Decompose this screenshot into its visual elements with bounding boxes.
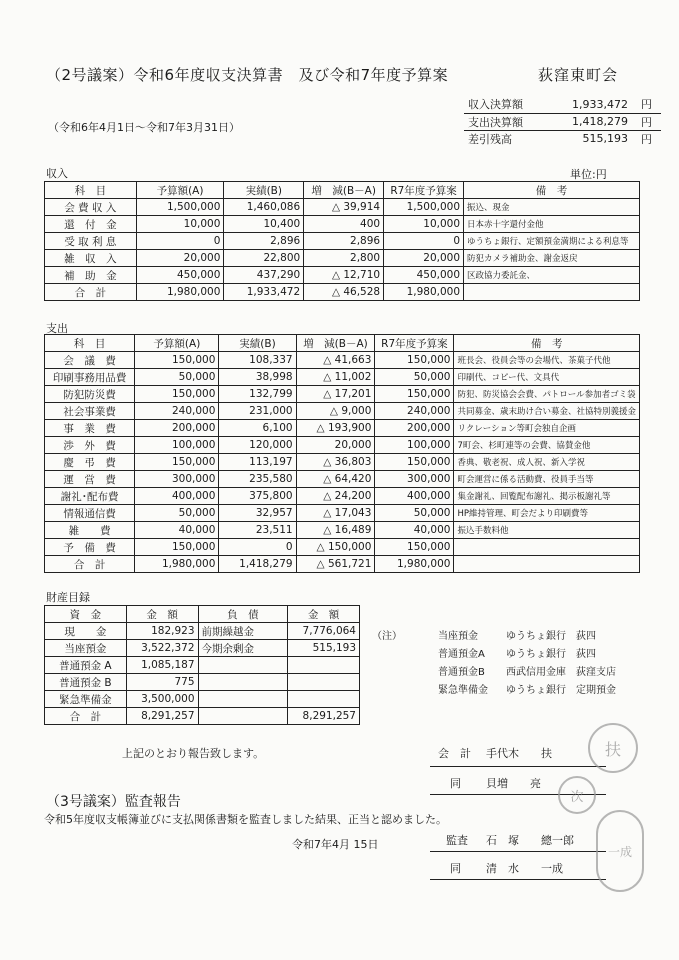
note-bank: 西武信用金庫 荻窪支店 bbox=[506, 667, 616, 678]
signature-role: 同 bbox=[450, 862, 461, 875]
table-cell: △ 41,663 bbox=[296, 352, 375, 369]
note-account: 普通預金B bbox=[438, 667, 485, 678]
table-cell: △ 36,803 bbox=[296, 454, 375, 471]
table-cell: 22,800 bbox=[224, 250, 304, 267]
table-cell: 2,896 bbox=[224, 233, 304, 250]
column-header: 金 額 bbox=[288, 606, 360, 623]
table-cell: 100,000 bbox=[135, 437, 219, 454]
column-header: 実績(B) bbox=[224, 182, 304, 199]
table-cell: 150,000 bbox=[135, 386, 219, 403]
table-row bbox=[45, 674, 360, 691]
table-row bbox=[45, 233, 640, 250]
table-cell: △ 12,710 bbox=[304, 267, 384, 284]
table-cell: 町会運営に係る活動費、役員手当等 bbox=[454, 471, 640, 488]
header-row bbox=[45, 182, 640, 199]
table-cell: 400,000 bbox=[135, 488, 219, 505]
summary-value: 1,933,472 bbox=[572, 97, 628, 111]
table-cell: 普通預金 A bbox=[45, 657, 127, 674]
document-title: （2号議案）令和6年度収支決算書 及び令和7年度予算案 bbox=[46, 66, 449, 84]
signature-row bbox=[430, 852, 606, 880]
table-cell: 受 取 利 息 bbox=[45, 233, 137, 250]
table-cell: △ 150,000 bbox=[296, 539, 375, 556]
table-cell: 香典、敬老祝、成人祝、新入学祝 bbox=[454, 454, 640, 471]
table-row bbox=[45, 403, 640, 420]
summary-unit: 円 bbox=[641, 132, 652, 146]
table-cell: 合 計 bbox=[45, 708, 127, 725]
table-cell: 6,100 bbox=[219, 420, 296, 437]
table-cell: 謝礼･配布費 bbox=[45, 488, 135, 505]
table-cell: 2,896 bbox=[304, 233, 384, 250]
summary-unit: 円 bbox=[641, 98, 652, 112]
note-account: 緊急準備金 bbox=[438, 685, 488, 696]
table-row bbox=[45, 454, 640, 471]
table-row bbox=[45, 556, 640, 573]
table-cell: 240,000 bbox=[375, 403, 454, 420]
table-cell: 231,000 bbox=[219, 403, 296, 420]
table-cell: ゆうちょ銀行、定額預金満期による利息等 bbox=[464, 233, 640, 250]
table-cell: 515,193 bbox=[288, 640, 360, 657]
table-row bbox=[45, 471, 640, 488]
table-cell: △ 39,914 bbox=[304, 199, 384, 216]
table-cell bbox=[288, 691, 360, 708]
table-cell bbox=[454, 539, 640, 556]
table-cell: 50,000 bbox=[135, 505, 219, 522]
table-cell bbox=[198, 691, 288, 708]
table-cell: 1,500,000 bbox=[384, 199, 464, 216]
table-cell: 会 費 収 入 bbox=[45, 199, 137, 216]
table-cell: 今期余剰金 bbox=[198, 640, 288, 657]
table-cell: 1,460,086 bbox=[224, 199, 304, 216]
table-row bbox=[45, 640, 360, 657]
table-cell: 7町会、杉町連等の会費、協賛金他 bbox=[454, 437, 640, 454]
table-cell: 113,197 bbox=[219, 454, 296, 471]
table-cell: 10,000 bbox=[136, 216, 224, 233]
table-cell: 38,998 bbox=[219, 369, 296, 386]
table-cell: 20,000 bbox=[296, 437, 375, 454]
expense-section-label: 支出 bbox=[46, 322, 68, 335]
summary-row bbox=[464, 96, 661, 113]
table-cell: 150,000 bbox=[375, 386, 454, 403]
table-row bbox=[45, 352, 640, 369]
table-cell: 150,000 bbox=[135, 352, 219, 369]
table-row bbox=[45, 623, 360, 640]
table-row bbox=[45, 505, 640, 522]
column-header: 増 減(B－A) bbox=[296, 335, 375, 352]
table-cell: 合 計 bbox=[45, 284, 137, 301]
signature-name: 石 塚 總一郎 bbox=[486, 834, 574, 847]
column-header: 資 金 bbox=[45, 606, 127, 623]
table-cell: 運 営 費 bbox=[45, 471, 135, 488]
table-cell: △ 9,000 bbox=[296, 403, 375, 420]
income-table bbox=[44, 181, 640, 301]
signature-role: 会 計 bbox=[438, 747, 471, 760]
note-bank: ゆうちょ銀行 定期預金 bbox=[506, 685, 616, 696]
audit-date: 令和7年4月 15日 bbox=[292, 838, 379, 851]
table-cell: 1,980,000 bbox=[136, 284, 224, 301]
column-header: 予算額(A) bbox=[136, 182, 224, 199]
notes-list bbox=[438, 627, 638, 699]
signature-row bbox=[430, 832, 606, 852]
table-cell bbox=[198, 674, 288, 691]
summary-label: 差引残高 bbox=[468, 132, 512, 146]
table-cell: 775 bbox=[126, 674, 198, 691]
table-cell: 印刷事務用品費 bbox=[45, 369, 135, 386]
table-cell: 150,000 bbox=[375, 352, 454, 369]
table-row bbox=[45, 216, 640, 233]
fiscal-period: （令和6年4月1日～令和7年3月31日） bbox=[48, 121, 240, 134]
column-header: 金 額 bbox=[126, 606, 198, 623]
table-cell: 1,085,187 bbox=[126, 657, 198, 674]
table-cell: 150,000 bbox=[135, 539, 219, 556]
column-header: R7年度予算案 bbox=[384, 182, 464, 199]
note-account: 当座預金 bbox=[438, 631, 478, 642]
summary-value: 515,193 bbox=[582, 132, 628, 146]
table-cell: 300,000 bbox=[375, 471, 454, 488]
column-header: 実績(B) bbox=[219, 335, 296, 352]
table-cell: 当座預金 bbox=[45, 640, 127, 657]
table-row bbox=[45, 691, 360, 708]
table-cell: △ 11,002 bbox=[296, 369, 375, 386]
signature-role: 監査 bbox=[446, 834, 468, 847]
income-section-label: 収入 bbox=[46, 167, 68, 180]
table-cell: 200,000 bbox=[135, 420, 219, 437]
table-cell: 23,511 bbox=[219, 522, 296, 539]
table-cell: 印刷代、コピー代、文具代 bbox=[454, 369, 640, 386]
table-cell: 緊急準備金 bbox=[45, 691, 127, 708]
table-cell: HP維持管理、町会だより印刷費等 bbox=[454, 505, 640, 522]
table-row bbox=[45, 284, 640, 301]
note-bank: ゆうちょ銀行 荻四 bbox=[506, 631, 596, 642]
table-cell: △ 17,043 bbox=[296, 505, 375, 522]
table-cell: 共同募金、歳末助け合い募金、社協特別義援金 bbox=[454, 403, 640, 420]
signature-name: 貝増 亮 bbox=[486, 777, 541, 790]
table-cell: 防犯カメラ補助金、謝金返戻 bbox=[464, 250, 640, 267]
table-cell: 1,980,000 bbox=[135, 556, 219, 573]
table-cell: 375,800 bbox=[219, 488, 296, 505]
table-cell bbox=[288, 674, 360, 691]
table-row bbox=[45, 369, 640, 386]
table-cell: 150,000 bbox=[135, 454, 219, 471]
header-row bbox=[45, 335, 640, 352]
table-cell: 8,291,257 bbox=[126, 708, 198, 725]
table-cell bbox=[464, 284, 640, 301]
table-cell: 400,000 bbox=[375, 488, 454, 505]
table-cell: 40,000 bbox=[135, 522, 219, 539]
table-row bbox=[45, 267, 640, 284]
table-row bbox=[45, 657, 360, 674]
table-row bbox=[45, 488, 640, 505]
audit-heading: （3号議案）監査報告 bbox=[46, 794, 181, 810]
table-cell: 150,000 bbox=[375, 539, 454, 556]
table-cell: 1,933,472 bbox=[224, 284, 304, 301]
header-row bbox=[45, 606, 360, 623]
note-item bbox=[438, 627, 638, 645]
signature-role: 同 bbox=[450, 777, 461, 790]
table-cell: 0 bbox=[219, 539, 296, 556]
table-cell: 7,776,064 bbox=[288, 623, 360, 640]
table-cell: 1,980,000 bbox=[375, 556, 454, 573]
table-cell: 50,000 bbox=[135, 369, 219, 386]
table-cell: 2,800 bbox=[304, 250, 384, 267]
table-cell: 20,000 bbox=[136, 250, 224, 267]
table-cell: △ 17,201 bbox=[296, 386, 375, 403]
table-row bbox=[45, 437, 640, 454]
seal-stamp: 一成 bbox=[596, 810, 644, 892]
table-cell: 振込、現金 bbox=[464, 199, 640, 216]
unit-label: 単位:円 bbox=[570, 168, 607, 181]
summary-value: 1,418,279 bbox=[572, 115, 628, 128]
table-cell: 50,000 bbox=[375, 505, 454, 522]
table-cell: 120,000 bbox=[219, 437, 296, 454]
table-cell: 補 助 金 bbox=[45, 267, 137, 284]
note-item bbox=[438, 681, 638, 699]
table-cell: 会 議 費 bbox=[45, 352, 135, 369]
report-text: 上記のとおり報告致します。 bbox=[122, 747, 265, 760]
table-cell bbox=[198, 708, 288, 725]
table-cell: 200,000 bbox=[375, 420, 454, 437]
notes-label: （注） bbox=[372, 631, 402, 642]
expense-table bbox=[44, 334, 640, 573]
table-cell: △ 46,528 bbox=[304, 284, 384, 301]
table-cell: △ 561,721 bbox=[296, 556, 375, 573]
note-item bbox=[438, 663, 638, 681]
summary-row bbox=[464, 113, 661, 130]
column-header: 負 債 bbox=[198, 606, 288, 623]
table-cell: 240,000 bbox=[135, 403, 219, 420]
table-cell: △ 64,420 bbox=[296, 471, 375, 488]
signature-name: 手代木 扶 bbox=[486, 747, 552, 760]
table-cell: 300,000 bbox=[135, 471, 219, 488]
table-cell: 振込手数料他 bbox=[454, 522, 640, 539]
table-cell: 雑 収 入 bbox=[45, 250, 137, 267]
table-cell: 前期繰越金 bbox=[198, 623, 288, 640]
table-row bbox=[45, 386, 640, 403]
summary-unit: 円 bbox=[641, 115, 652, 129]
table-cell: 予 備 費 bbox=[45, 539, 135, 556]
table-cell: 雑 費 bbox=[45, 522, 135, 539]
column-header: 予算額(A) bbox=[135, 335, 219, 352]
column-header: 科 目 bbox=[45, 335, 135, 352]
table-cell: 132,799 bbox=[219, 386, 296, 403]
column-header: 科 目 bbox=[45, 182, 137, 199]
table-cell: 10,000 bbox=[384, 216, 464, 233]
table-cell: △ 193,900 bbox=[296, 420, 375, 437]
table-cell: 400 bbox=[304, 216, 384, 233]
table-cell: 現 金 bbox=[45, 623, 127, 640]
table-cell: 集金謝礼、回覧配布謝礼、掲示板謝礼等 bbox=[454, 488, 640, 505]
summary-row bbox=[464, 130, 661, 147]
table-row bbox=[45, 250, 640, 267]
table-cell: 渉 外 費 bbox=[45, 437, 135, 454]
column-header: 備 考 bbox=[454, 335, 640, 352]
table-cell: 40,000 bbox=[375, 522, 454, 539]
table-cell: 32,957 bbox=[219, 505, 296, 522]
signature-row bbox=[430, 745, 606, 767]
table-row bbox=[45, 708, 360, 725]
table-cell: 防犯、防災協会会費、パトロール参加者ゴミ袋 bbox=[454, 386, 640, 403]
table-cell: 1,500,000 bbox=[136, 199, 224, 216]
table-cell: 社会事業費 bbox=[45, 403, 135, 420]
table-cell: 8,291,257 bbox=[288, 708, 360, 725]
table-cell: 437,290 bbox=[224, 267, 304, 284]
table-row bbox=[45, 539, 640, 556]
table-cell bbox=[288, 657, 360, 674]
table-cell: 日本赤十字還付金他 bbox=[464, 216, 640, 233]
table-cell: 108,337 bbox=[219, 352, 296, 369]
seal-stamp: 次 bbox=[558, 776, 596, 814]
table-cell: 150,000 bbox=[375, 454, 454, 471]
table-cell bbox=[454, 556, 640, 573]
table-cell: 還 付 金 bbox=[45, 216, 137, 233]
table-cell: 100,000 bbox=[375, 437, 454, 454]
signature-name: 清 水 一成 bbox=[486, 862, 563, 875]
table-cell: 班長会、役員会等の会場代、茶菓子代他 bbox=[454, 352, 640, 369]
column-header: 増 減(B－A) bbox=[304, 182, 384, 199]
town-name: 荻窪東町会 bbox=[538, 66, 619, 84]
table-cell: 0 bbox=[136, 233, 224, 250]
note-bank: ゆうちょ銀行 荻四 bbox=[506, 649, 596, 660]
audit-body: 令和5年度収支帳簿並びに支払関係書類を監査しました結果、正当と認めました。 bbox=[44, 813, 447, 826]
table-cell: 450,000 bbox=[384, 267, 464, 284]
table-cell: 450,000 bbox=[136, 267, 224, 284]
table-cell: 182,923 bbox=[126, 623, 198, 640]
column-header: R7年度予算案 bbox=[375, 335, 454, 352]
table-cell: △ 24,200 bbox=[296, 488, 375, 505]
table-cell: 0 bbox=[384, 233, 464, 250]
table-row bbox=[45, 420, 640, 437]
table-cell: 普通預金 B bbox=[45, 674, 127, 691]
assets-section-label: 財産目録 bbox=[46, 591, 90, 604]
table-cell: 10,400 bbox=[224, 216, 304, 233]
summary-table bbox=[464, 96, 661, 147]
table-row bbox=[45, 522, 640, 539]
note-item bbox=[438, 645, 638, 663]
table-cell: 慶 弔 費 bbox=[45, 454, 135, 471]
table-cell: 情報通信費 bbox=[45, 505, 135, 522]
table-cell bbox=[198, 657, 288, 674]
assets-table bbox=[44, 605, 360, 725]
summary-label: 支出決算額 bbox=[468, 115, 523, 129]
table-cell: 1,418,279 bbox=[219, 556, 296, 573]
table-cell: 1,980,000 bbox=[384, 284, 464, 301]
table-cell: 50,000 bbox=[375, 369, 454, 386]
summary-label: 収入決算額 bbox=[468, 98, 523, 112]
table-cell: 合 計 bbox=[45, 556, 135, 573]
table-cell: 防犯防災費 bbox=[45, 386, 135, 403]
table-cell: 3,500,000 bbox=[126, 691, 198, 708]
table-cell: 区政協力委託金、 bbox=[464, 267, 640, 284]
seal-stamp: 扶 bbox=[588, 723, 638, 773]
table-cell: 事 業 費 bbox=[45, 420, 135, 437]
note-account: 普通預金A bbox=[438, 649, 485, 660]
auditor-signatures bbox=[430, 832, 606, 880]
table-cell: △ 16,489 bbox=[296, 522, 375, 539]
table-row bbox=[45, 199, 640, 216]
column-header: 備 考 bbox=[464, 182, 640, 199]
table-cell: 3,522,372 bbox=[126, 640, 198, 657]
table-cell: 235,580 bbox=[219, 471, 296, 488]
table-cell: 20,000 bbox=[384, 250, 464, 267]
table-cell: リクレーション等町会独自企画 bbox=[454, 420, 640, 437]
